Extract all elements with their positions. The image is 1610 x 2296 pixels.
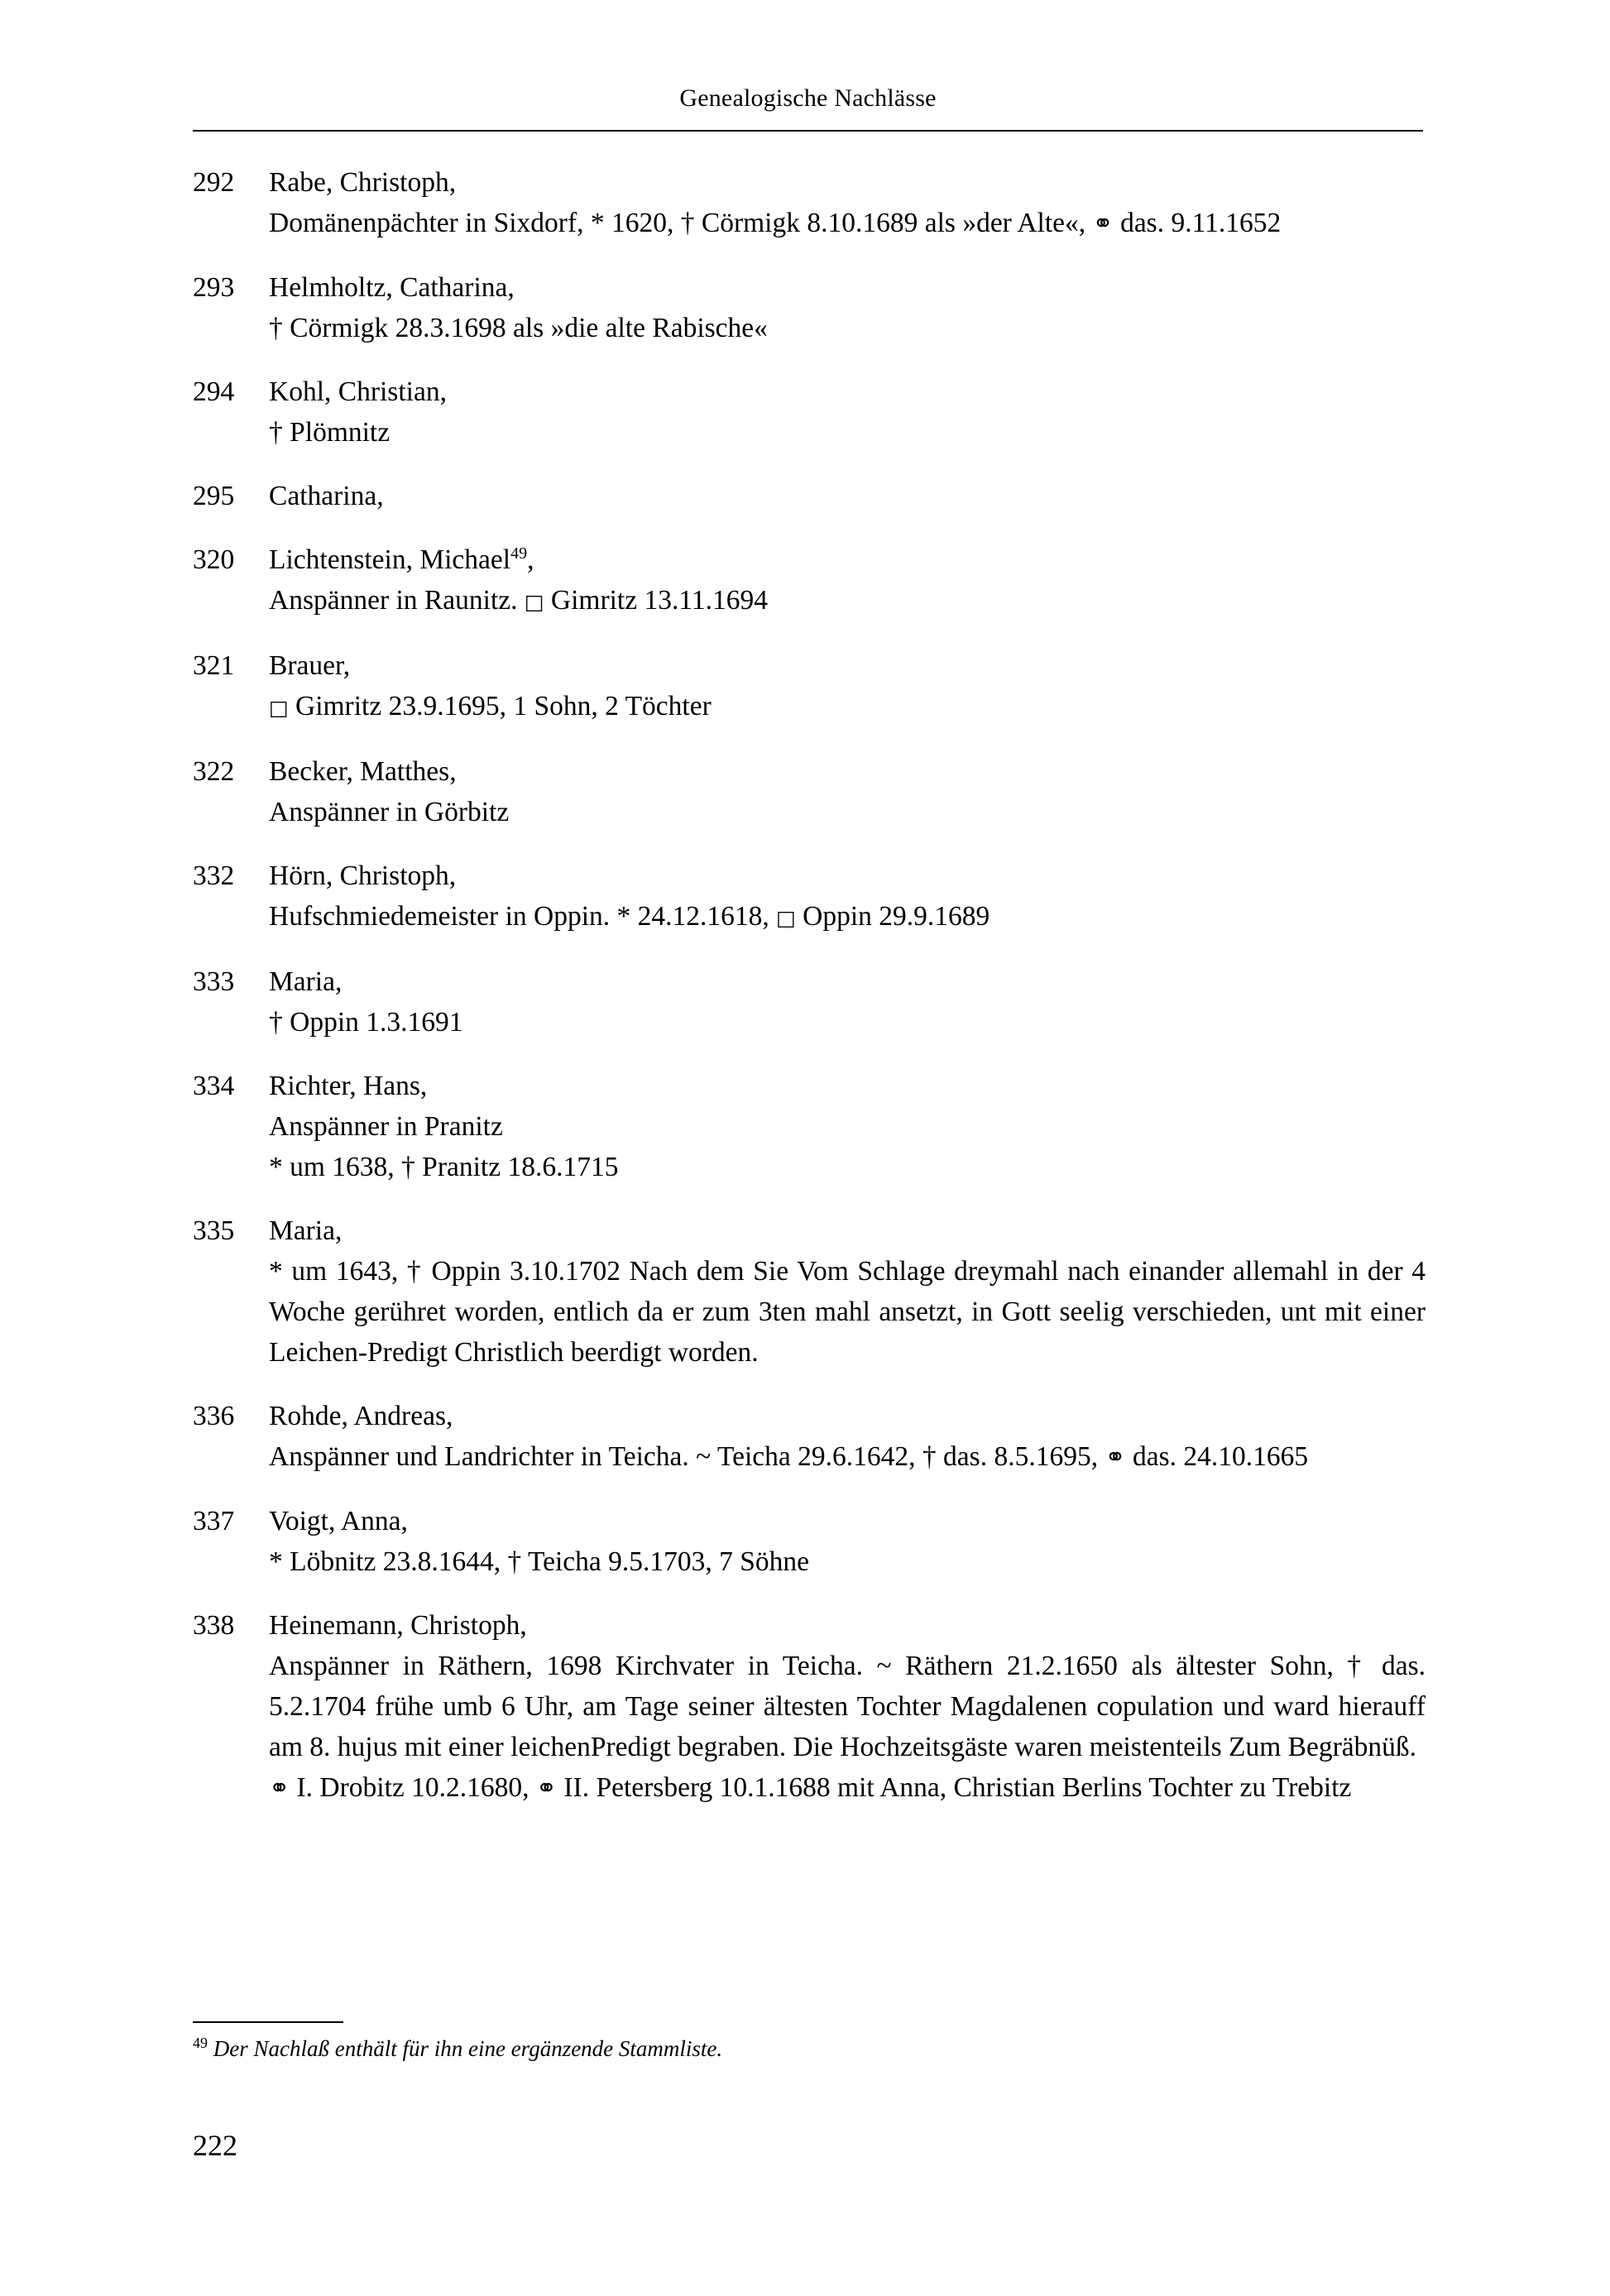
entry-number: 292 xyxy=(193,167,235,198)
entry xyxy=(193,267,1426,348)
entry-name xyxy=(269,1210,1426,1251)
entry-name xyxy=(269,961,1426,1002)
entry-detail: † Oppin 1.3.1691 xyxy=(269,1007,463,1038)
entry-name xyxy=(269,856,1426,896)
running-head: Genealogische Nachlässe xyxy=(679,84,937,112)
entry xyxy=(193,751,1426,832)
entry xyxy=(193,645,1426,728)
entry-number: 336 xyxy=(193,1401,235,1431)
entry-detail: † Cörmigk 28.3.1698 als »die alte Rabische« xyxy=(269,313,768,343)
entry-name xyxy=(269,645,1426,686)
footnote-text: Der Nachlaß enthält für ihn eine ergänzende Stammliste. xyxy=(213,2036,723,2061)
entry-name xyxy=(269,476,1426,516)
entry-name-text: Catharina, xyxy=(269,481,384,511)
entry-detail: * um 1638, † Pranitz 18.6.1715 xyxy=(269,1152,619,1182)
entry-number: 335 xyxy=(193,1215,235,1246)
entry-name-text: Rohde, Andreas, xyxy=(269,1401,453,1431)
entry-detail: Anspänner und Landrichter in Teicha. ~ Teicha 29.6.1642, † das. 8.5.1695, ⚭ das. 24.10.1665 xyxy=(269,1441,1309,1472)
burial-symbol: □ xyxy=(776,906,796,930)
footnote-reference: 49 xyxy=(510,544,528,563)
entry-name-text: Lichtenstein, Michael xyxy=(269,544,511,575)
entry-name xyxy=(269,1501,1426,1541)
entry-number: 322 xyxy=(193,756,235,787)
entry-detail: □ Gimritz 23.9.1695, 1 Sohn, 2 Töchter xyxy=(269,691,712,721)
entry-detail: Hufschmiedemeister in Oppin. * 24.12.1618, □ Oppin 29.9.1689 xyxy=(269,901,990,932)
entry xyxy=(193,856,1426,938)
entry-number: 295 xyxy=(193,481,235,511)
marriage-symbol: ⚭ xyxy=(1104,1443,1126,1472)
entry-number: 321 xyxy=(193,650,235,681)
entry xyxy=(193,1210,1426,1373)
entry xyxy=(193,476,1426,516)
entry-name-suffix: , xyxy=(527,544,534,575)
entry-detail: Anspänner in Pranitz xyxy=(269,1111,503,1142)
entry-number: 338 xyxy=(193,1610,235,1641)
entry-name xyxy=(269,371,1426,412)
entry-number: 293 xyxy=(193,272,235,303)
entry xyxy=(193,1501,1426,1582)
entry-detail: * um 1643, † Oppin 3.10.1702 Nach dem Sie Vom Schlage dreymahl nach einander allemahl in der 4 Woche gerühret worden, entlich da er zum 3ten mahl ansetzt, in Gott seelig verschieden, unt mit einer Leichen-Predigt Christlich beerdigt worden. xyxy=(269,1256,1426,1368)
entry-number: 334 xyxy=(193,1071,235,1101)
entry-name-text: Becker, Matthes, xyxy=(269,756,457,787)
entry xyxy=(193,1396,1426,1478)
entry-name-text: Maria, xyxy=(269,1215,343,1246)
page-number: 222 xyxy=(193,2129,237,2162)
entry-name xyxy=(269,1066,1426,1106)
entry-name-text: Kohl, Christian, xyxy=(269,376,447,407)
marriage-symbol: ⚭ xyxy=(269,1774,290,1803)
entry-number: 294 xyxy=(193,376,235,407)
entry xyxy=(193,162,1426,244)
footnote-separator-rule xyxy=(193,2021,343,2023)
entry-name xyxy=(269,751,1426,792)
header-rule xyxy=(193,130,1423,132)
entry-name xyxy=(269,267,1426,308)
entry xyxy=(193,961,1426,1043)
entry-name-text: Richter, Hans, xyxy=(269,1071,428,1101)
entry-detail: Anspänner in Räthern, 1698 Kirchvater in Teicha. ~ Räthern 21.2.1650 als ältester Sohn, † das. 5.2.1704 frühe umb 6 Uhr, am Tage seiner ältesten Tochter Magdalenen copulation und ward hierauff am 8. hujus mit einer leichenPredigt begraben. Die Hochzeitsgäste waren meistenteils Zum Begräbnüß. xyxy=(269,1651,1426,1762)
burial-symbol: □ xyxy=(269,696,289,720)
entry-name-text: Voigt, Anna, xyxy=(269,1506,408,1536)
entry-detail: * Löbnitz 23.8.1644, † Teicha 9.5.1703, 7 Söhne xyxy=(269,1546,810,1577)
entry-name xyxy=(269,162,1426,203)
footnote xyxy=(193,2032,1426,2065)
entry-list xyxy=(193,162,1426,1809)
entry-name-text: Heinemann, Christoph, xyxy=(269,1610,527,1641)
entry xyxy=(193,539,1426,622)
entry-name-text: Rabe, Christoph, xyxy=(269,167,457,198)
entry-name-text: Brauer, xyxy=(269,650,351,681)
entry-number: 332 xyxy=(193,860,235,891)
entry-name xyxy=(269,539,1426,580)
entry-name xyxy=(269,1605,1426,1646)
marriage-symbol: ⚭ xyxy=(535,1774,558,1803)
entry-detail: Domänenpächter in Sixdorf, * 1620, † Cörmigk 8.10.1689 als »der Alte«, ⚭ das. 9.11.1652 xyxy=(269,208,1282,238)
entry-detail: Anspänner in Raunitz. □ Gimritz 13.11.1694 xyxy=(269,585,768,616)
entry-number: 320 xyxy=(193,544,235,575)
entry xyxy=(193,1605,1426,1809)
entry-name-text: Hörn, Christoph, xyxy=(269,860,457,891)
entry-name-text: Helmholtz, Catharina, xyxy=(269,272,515,303)
entry-name xyxy=(269,1396,1426,1436)
entry-number: 337 xyxy=(193,1506,235,1536)
burial-symbol: □ xyxy=(524,590,544,614)
entry-name-text: Maria, xyxy=(269,966,343,997)
entry-detail: Anspänner in Görbitz xyxy=(269,797,510,827)
marriage-symbol: ⚭ xyxy=(1092,209,1114,238)
footnote-marker: 49 xyxy=(193,2035,208,2051)
entry xyxy=(193,1066,1426,1187)
entry-detail: † Plömnitz xyxy=(269,417,391,448)
entry-detail: ⚭ I. Drobitz 10.2.1680, ⚭ II. Petersberg 10.1.1688 mit Anna, Christian Berlins Tochter zu Trebitz xyxy=(269,1772,1352,1803)
entry-number: 333 xyxy=(193,966,235,997)
entry xyxy=(193,371,1426,453)
